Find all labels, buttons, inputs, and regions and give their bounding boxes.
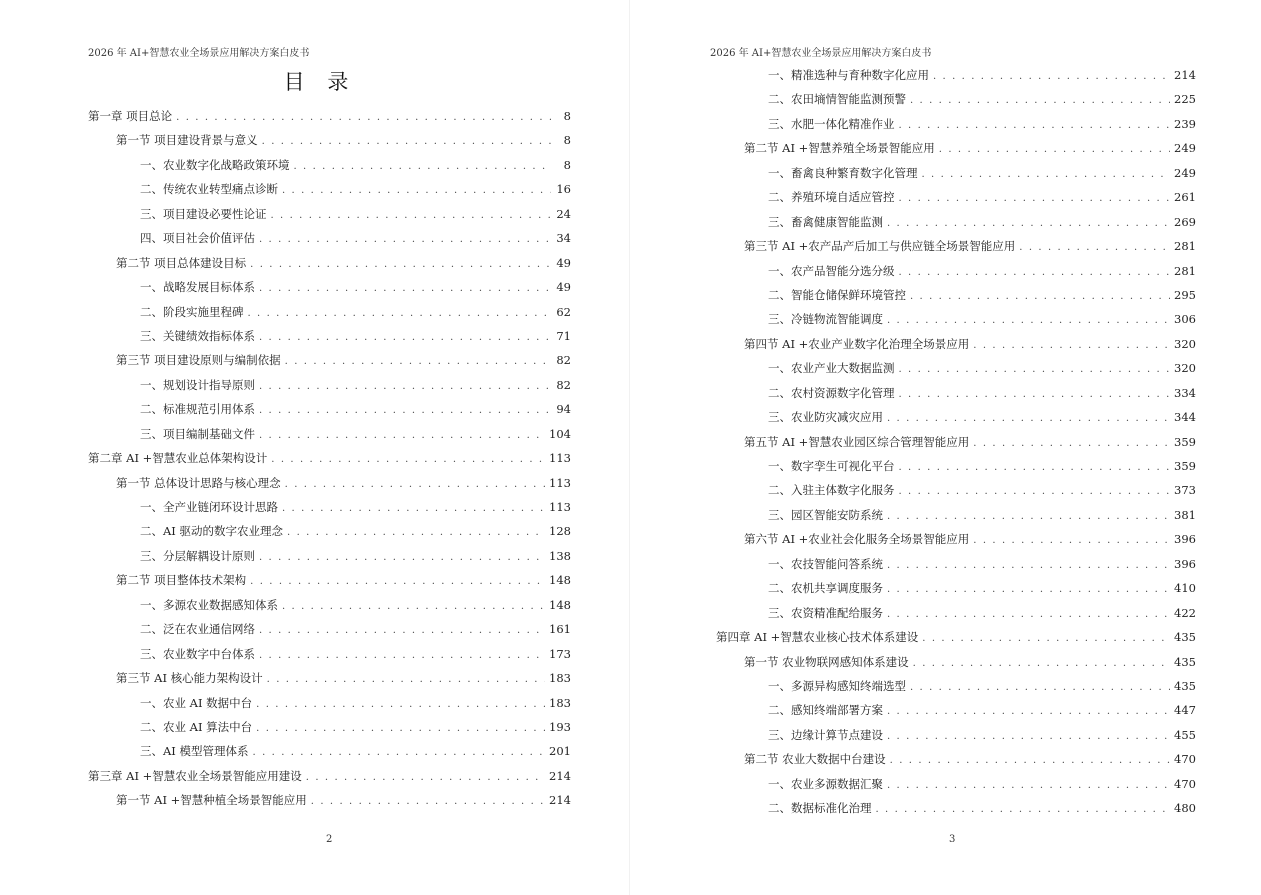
toc-entry-title: 一、农业多源数据汇聚: [768, 776, 883, 791]
toc-entry-title: 三、边缘计算节点建设: [768, 727, 883, 742]
toc-dot-leader: [899, 187, 1171, 209]
toc-entry-page: 183: [549, 695, 571, 710]
toc-entry-page: 435: [1174, 630, 1196, 645]
toc-entry-title: 一、数字孪生可视化平台: [768, 459, 895, 473]
toc-dot-leader: [887, 554, 1170, 576]
toc-entry-item[interactable]: [88, 593, 571, 617]
toc-dot-leader: [922, 163, 1171, 185]
toc-entry-title: 二、农村资源数字化管理: [768, 385, 895, 400]
toc-dot-leader: [267, 668, 545, 690]
toc-entry-section[interactable]: [716, 234, 1196, 258]
toc-entry-item[interactable]: [88, 202, 571, 226]
toc-entry-item[interactable]: [716, 698, 1196, 722]
toc-entry-title: 一、农产品智能分选分级: [768, 263, 895, 278]
toc-entry-item[interactable]: [716, 112, 1196, 136]
toc-entry-title: 第一节 总体设计思路与核心理念: [116, 475, 281, 490]
toc-entry-page: 320: [1174, 361, 1196, 376]
toc-entry-title: 一、精准选种与育种数字化应用: [768, 68, 929, 82]
toc-entry-title: 三、农资精准配给服务: [768, 605, 883, 620]
toc-entry-title: 一、多源异构感知终端选型: [768, 678, 906, 693]
toc-entry-title: 一、农业产业大数据监测: [768, 361, 895, 376]
toc-entry-item[interactable]: [716, 185, 1196, 209]
toc-entry-item[interactable]: [88, 519, 571, 543]
toc-entry-title: 三、园区智能安防系统: [768, 507, 883, 522]
toc-entry-item[interactable]: [88, 544, 571, 568]
toc-entry-title: 第三节 AI 核心能力架构设计: [116, 671, 263, 686]
toc-entry-title: 第一节 AI +智慧种植全场景智能应用: [116, 793, 307, 808]
toc-entry-page: 359: [1174, 434, 1196, 449]
page-number: 3: [949, 834, 956, 845]
toc-entry-page: 381: [1174, 507, 1196, 522]
toc-entry-item[interactable]: [716, 601, 1196, 625]
toc-entry-item[interactable]: [716, 723, 1196, 747]
toc-entry-item[interactable]: [88, 642, 571, 666]
toc-entry-title: 一、畜禽良种繁育数字化管理: [768, 165, 918, 180]
toc-entry-page: 138: [549, 548, 571, 563]
toc-entry-title: 第一节 农业物联网感知体系建设: [744, 654, 909, 669]
toc-entry-item[interactable]: [716, 356, 1196, 380]
toc-entry-title: 二、入驻主体数字化服务: [768, 483, 895, 498]
toc-entry-title: 三、关键绩效指标体系: [140, 328, 255, 343]
toc-entry-page: 71: [556, 328, 571, 343]
toc-entry-page: 435: [1174, 678, 1196, 693]
toc-dot-leader: [253, 741, 546, 763]
toc-entry-title: 三、畜禽健康智能监测: [768, 214, 883, 229]
toc-entry-page: 269: [1174, 214, 1196, 229]
toc-entry-page: 148: [549, 573, 571, 588]
toc-entry-item[interactable]: [716, 283, 1196, 307]
toc-entry-title: 第二节 农业大数据中台建设: [744, 752, 886, 767]
toc-entry-title: 三、项目编制基础文件: [140, 426, 255, 441]
toc-dot-leader: [910, 285, 1170, 307]
toc-entry-page: 214: [549, 793, 571, 808]
toc-dot-leader: [259, 644, 545, 666]
toc-entry-page: 16: [556, 182, 571, 197]
toc-entry-item[interactable]: [716, 478, 1196, 502]
toc-dot-leader: [899, 456, 1171, 478]
toc-dot-leader: [259, 619, 545, 641]
toc-entry-item[interactable]: [88, 275, 571, 299]
toc-entry-page: 82: [556, 377, 571, 392]
toc-dot-leader: [259, 546, 545, 568]
toc-dot-leader: [1019, 236, 1170, 258]
toc-dot-leader: [259, 375, 551, 397]
toc-entry-item[interactable]: [88, 617, 571, 641]
toc-entry-item[interactable]: [716, 772, 1196, 796]
toc-dot-leader: [256, 693, 545, 715]
toc-entry-item[interactable]: [88, 495, 571, 519]
toc-entry-item[interactable]: [88, 715, 571, 739]
toc-dot-leader: [294, 155, 552, 177]
toc-dot-leader: [285, 350, 551, 372]
toc-entry-page: 435: [1174, 654, 1196, 669]
toc-dot-leader: [922, 627, 1170, 649]
toc-entry-item[interactable]: [716, 796, 1196, 820]
toc-entry-page: 214: [1174, 68, 1196, 82]
toc-dot-leader: [271, 204, 552, 226]
toc-entry-title: 第一章 项目总论: [88, 109, 173, 123]
toc-entry-section[interactable]: [716, 332, 1196, 356]
toc-dot-leader: [913, 652, 1170, 674]
running-header: 2026 年 AI+智慧农业全场景应用解决方案白皮书: [88, 48, 310, 59]
toc-dot-leader: [259, 399, 551, 421]
toc-entry-title: 一、多源农业数据感知体系: [140, 597, 278, 612]
toc-dot-leader: [248, 302, 552, 324]
toc-entry-page: 249: [1174, 165, 1196, 180]
toc-entry-page: 94: [556, 402, 571, 417]
toc-dot-leader: [899, 480, 1171, 502]
toc-dot-leader: [287, 521, 545, 543]
toc-entry-section[interactable]: [716, 747, 1196, 771]
toc-entry-section[interactable]: [88, 568, 571, 592]
toc-entry-title: 三、项目建设必要性论证: [140, 206, 267, 221]
toc-entry-title: 第四节 AI +农业产业数字化治理全场景应用: [744, 336, 970, 351]
toc-entry-page: 113: [549, 500, 571, 514]
toc-entry-title: 二、标准规范引用体系: [140, 402, 255, 417]
toc-entry-item[interactable]: [88, 226, 571, 250]
toc-entry-title: 三、冷链物流智能调度: [768, 312, 883, 327]
toc-entry-item[interactable]: [716, 307, 1196, 331]
toc-entry-title: 二、智能仓储保鲜环境管控: [768, 287, 906, 302]
toc-entry-item[interactable]: [716, 63, 1196, 87]
toc-entry-page: 8: [563, 157, 571, 172]
toc-dot-leader: [887, 725, 1170, 747]
toc-entry-page: 24: [556, 206, 571, 221]
toc-dot-leader: [259, 277, 551, 299]
toc-entry-page: 173: [549, 646, 571, 661]
toc-list-left: [88, 104, 571, 813]
toc-entry-item[interactable]: [88, 422, 571, 446]
toc-entry-page: 359: [1174, 459, 1196, 473]
toc-entry-page: 82: [556, 353, 571, 368]
toc-entry-page: 295: [1174, 287, 1196, 302]
toc-page-right: [630, 0, 1261, 895]
toc-entry-title: 二、传统农业转型痛点诊断: [140, 182, 278, 197]
toc-entry-title: 四、项目社会价值评估: [140, 231, 255, 246]
toc-dot-leader: [306, 766, 545, 788]
toc-entry-chapter[interactable]: [88, 764, 571, 788]
toc-entry-page: 8: [563, 109, 571, 123]
toc-entry-title: 第一节 项目建设背景与意义: [116, 133, 258, 148]
toc-entry-page: 410: [1174, 581, 1196, 596]
toc-dot-leader: [271, 448, 545, 470]
toc-entry-page: 214: [549, 768, 571, 783]
toc-entry-title: 一、农业数字化战略政策环境: [140, 157, 290, 172]
toc-entry-item[interactable]: [716, 454, 1196, 478]
toc-entry-title: 第三节 AI +农产品产后加工与供应链全场景智能应用: [744, 239, 1016, 254]
toc-entry-page: 49: [556, 280, 571, 295]
toc-entry-item[interactable]: [716, 87, 1196, 111]
toc-title: 目 录: [283, 70, 357, 94]
toc-entry-section[interactable]: [88, 251, 571, 275]
toc-entry-page: 447: [1174, 703, 1196, 718]
toc-dot-leader: [311, 790, 545, 812]
toc-entry-page: 201: [549, 744, 571, 759]
toc-dot-leader: [256, 717, 545, 739]
toc-entry-title: 二、农业 AI 算法中台: [140, 719, 253, 734]
toc-entry-title: 第三章 AI +智慧农业全场景智能应用建设: [88, 768, 302, 783]
toc-entry-title: 第五节 AI +智慧农业园区综合管理智能应用: [744, 434, 970, 449]
toc-dot-leader: [259, 326, 551, 348]
toc-entry-section[interactable]: [88, 788, 571, 812]
toc-dot-leader: [899, 114, 1171, 136]
toc-dot-leader: [933, 65, 1170, 87]
toc-entry-title: 三、分层解耦设计原则: [140, 548, 255, 563]
toc-entry-item[interactable]: [716, 576, 1196, 600]
toc-entry-item[interactable]: [716, 405, 1196, 429]
toc-entry-page: 396: [1174, 532, 1196, 547]
toc-entry-title: 第二章 AI +智慧农业总体架构设计: [88, 451, 268, 466]
page-number: 2: [326, 834, 333, 845]
toc-dot-leader: [910, 676, 1170, 698]
toc-entry-page: 281: [1174, 239, 1196, 254]
toc-entry-page: 183: [549, 671, 571, 686]
toc-entry-page: 193: [549, 719, 571, 734]
toc-entry-page: 128: [549, 524, 571, 539]
toc-dot-leader: [285, 473, 545, 495]
toc-dot-leader: [887, 505, 1170, 527]
toc-dot-leader: [973, 432, 1170, 454]
toc-entry-title: 二、农机共享调度服务: [768, 581, 883, 596]
toc-entry-title: 三、水肥一体化精准作业: [768, 116, 895, 131]
toc-entry-item[interactable]: [716, 381, 1196, 405]
toc-entry-section[interactable]: [716, 136, 1196, 160]
toc-entry-title: 二、养殖环境自适应管控: [768, 190, 895, 205]
toc-entry-page: 148: [549, 597, 571, 612]
toc-entry-title: 第二节 项目整体技术架构: [116, 573, 247, 588]
toc-entry-page: 34: [556, 231, 571, 246]
toc-dot-leader: [899, 358, 1171, 380]
toc-entry-item[interactable]: [716, 259, 1196, 283]
toc-entry-item[interactable]: [88, 177, 571, 201]
toc-entry-section[interactable]: [716, 650, 1196, 674]
toc-dot-leader: [176, 106, 551, 128]
toc-entry-page: 249: [1174, 141, 1196, 156]
toc-dot-leader: [887, 700, 1170, 722]
toc-entry-title: 一、规划设计指导原则: [140, 377, 255, 392]
toc-entry-title: 第四章 AI +智慧农业核心技术体系建设: [716, 630, 919, 645]
toc-dot-leader: [250, 570, 545, 592]
toc-dot-leader: [973, 334, 1170, 356]
toc-list-right: [716, 63, 1196, 821]
toc-entry-item[interactable]: [88, 300, 571, 324]
toc-entry-page: 320: [1174, 336, 1196, 351]
toc-entry-section[interactable]: [88, 128, 571, 152]
toc-entry-chapter[interactable]: [88, 104, 571, 128]
toc-entry-chapter[interactable]: [716, 625, 1196, 649]
toc-entry-page: 113: [549, 475, 571, 490]
toc-entry-item[interactable]: [716, 161, 1196, 185]
toc-entry-title: 第二节 AI +智慧养殖全场景智能应用: [744, 141, 935, 156]
toc-entry-page: 480: [1174, 801, 1196, 816]
toc-entry-section[interactable]: [88, 348, 571, 372]
toc-entry-title: 一、战略发展目标体系: [140, 280, 255, 295]
toc-entry-title: 一、农技智能问答系统: [768, 556, 883, 571]
toc-entry-section[interactable]: [88, 666, 571, 690]
toc-entry-title: 第六节 AI +农业社会化服务全场景智能应用: [744, 532, 970, 547]
toc-entry-title: 第三节 项目建设原则与编制依据: [116, 353, 281, 368]
toc-entry-page: 470: [1174, 752, 1196, 767]
toc-dot-leader: [890, 749, 1170, 771]
toc-entry-title: 三、农业数字中台体系: [140, 646, 255, 661]
toc-entry-item[interactable]: [716, 503, 1196, 527]
toc-entry-item[interactable]: [716, 210, 1196, 234]
toc-entry-item[interactable]: [88, 324, 571, 348]
toc-entry-chapter[interactable]: [88, 446, 571, 470]
toc-dot-leader: [259, 228, 551, 250]
toc-entry-page: 225: [1174, 92, 1196, 107]
toc-dot-leader: [887, 578, 1170, 600]
toc-entry-page: 373: [1174, 483, 1196, 498]
toc-dot-leader: [262, 130, 551, 152]
toc-entry-title: 第二节 项目总体建设目标: [116, 255, 247, 270]
toc-entry-page: 455: [1174, 727, 1196, 742]
toc-entry-title: 一、农业 AI 数据中台: [140, 695, 253, 710]
toc-entry-section[interactable]: [716, 430, 1196, 454]
toc-entry-section[interactable]: [716, 527, 1196, 551]
toc-entry-page: 8: [563, 133, 571, 148]
toc-entry-page: 49: [556, 255, 571, 270]
toc-dot-leader: [910, 89, 1170, 111]
toc-entry-page: 261: [1174, 190, 1196, 205]
toc-entry-page: 396: [1174, 556, 1196, 571]
toc-entry-item[interactable]: [88, 739, 571, 763]
toc-entry-title: 二、泛在农业通信网络: [140, 622, 255, 637]
running-header: 2026 年 AI+智慧农业全场景应用解决方案白皮书: [710, 48, 932, 59]
toc-entry-page: 62: [556, 304, 571, 319]
toc-entry-item[interactable]: [88, 153, 571, 177]
toc-dot-leader: [887, 309, 1170, 331]
toc-entry-page: 306: [1174, 312, 1196, 327]
toc-dot-leader: [887, 407, 1170, 429]
toc-dot-leader: [887, 603, 1170, 625]
toc-entry-page: 334: [1174, 385, 1196, 400]
toc-dot-leader: [876, 798, 1171, 820]
toc-entry-page: 281: [1174, 263, 1196, 278]
toc-entry-title: 三、AI 模型管理体系: [140, 744, 249, 759]
toc-entry-item[interactable]: [716, 552, 1196, 576]
toc-dot-leader: [259, 424, 545, 446]
toc-entry-page: 422: [1174, 605, 1196, 620]
toc-entry-title: 二、感知终端部署方案: [768, 703, 883, 718]
toc-entry-item[interactable]: [88, 373, 571, 397]
toc-entry-page: 239: [1174, 116, 1196, 131]
toc-dot-leader: [887, 212, 1170, 234]
toc-entry-page: 113: [549, 451, 571, 466]
toc-dot-leader: [939, 138, 1170, 160]
toc-entry-item[interactable]: [716, 674, 1196, 698]
toc-entry-title: 三、农业防灾减灾应用: [768, 410, 883, 425]
toc-entry-page: 470: [1174, 776, 1196, 791]
toc-dot-leader: [250, 253, 551, 275]
toc-entry-item[interactable]: [88, 691, 571, 715]
toc-dot-leader: [899, 383, 1171, 405]
toc-entry-page: 344: [1174, 410, 1196, 425]
toc-dot-leader: [899, 261, 1171, 283]
toc-entry-title: 一、全产业链闭环设计思路: [140, 500, 278, 514]
toc-entry-item[interactable]: [88, 397, 571, 421]
toc-dot-leader: [973, 529, 1170, 551]
toc-dot-leader: [282, 179, 551, 201]
toc-entry-title: 二、数据标准化治理: [768, 801, 872, 816]
toc-dot-leader: [282, 497, 545, 519]
toc-entry-page: 161: [549, 622, 571, 637]
toc-entry-title: 二、AI 驱动的数字农业理念: [140, 524, 284, 539]
toc-dot-leader: [887, 774, 1170, 796]
toc-page-left: [0, 0, 630, 895]
toc-dot-leader: [282, 595, 545, 617]
toc-entry-page: 104: [549, 426, 571, 441]
toc-entry-title: 二、农田墒情智能监测预警: [768, 92, 906, 107]
toc-entry-section[interactable]: [88, 471, 571, 495]
toc-entry-title: 二、阶段实施里程碑: [140, 304, 244, 319]
